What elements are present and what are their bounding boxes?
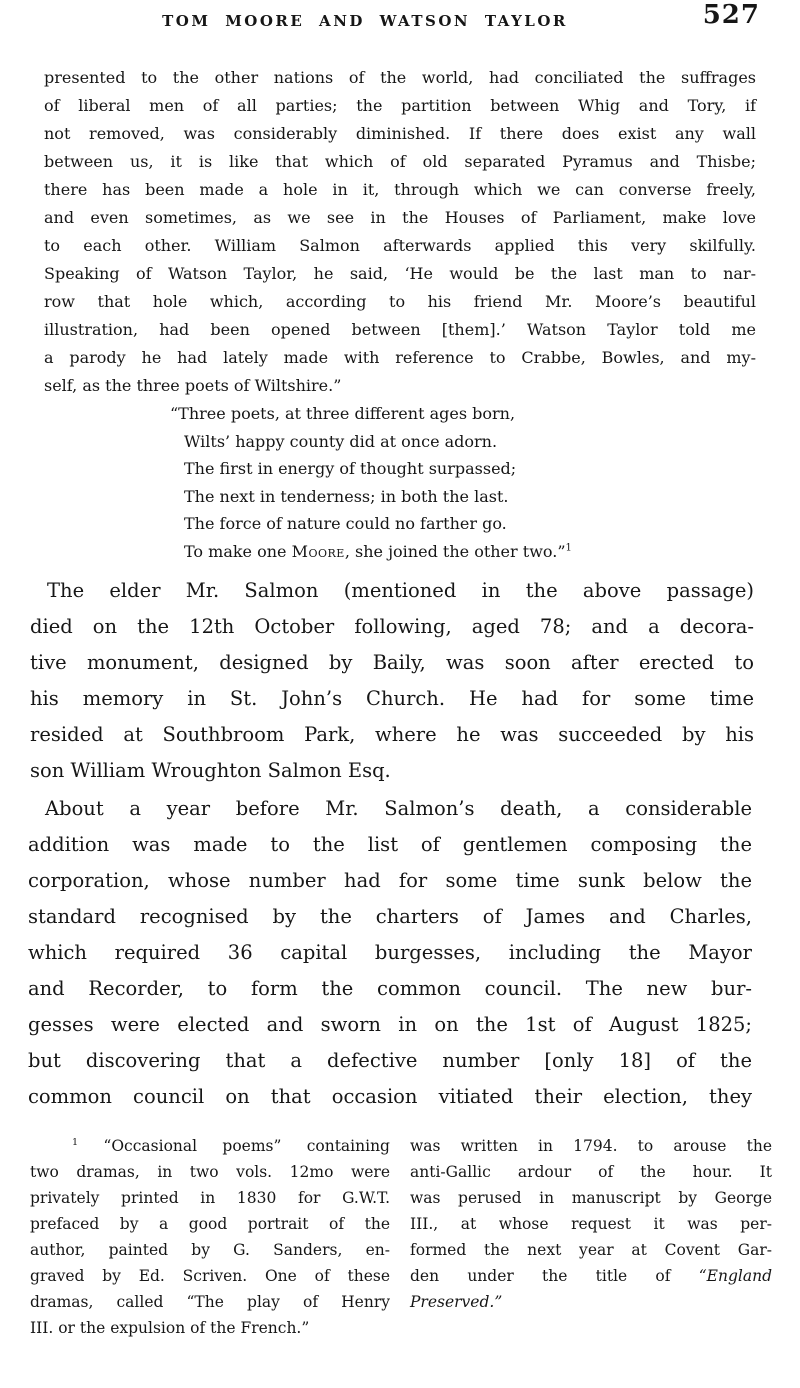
- footnote-first-line: [30, 1133, 390, 1159]
- poem-quotation: [0, 400, 800, 565]
- poem-line: The next in tenderness; in both the last.: [184, 486, 509, 506]
- footnote-line: graved by Ed. Scriven. One of these: [30, 1267, 390, 1285]
- running-header-title: TOM MOORE AND WATSON TAYLOR: [162, 12, 568, 30]
- text-line: gesses were elected and sworn in on the 1st of August 1825;: [28, 1013, 752, 1036]
- text-line: died on the 12th October following, aged 78; and a decora-: [30, 615, 754, 638]
- footnote-left-column: [30, 1133, 390, 1341]
- small-caps-name: Moore: [291, 541, 345, 561]
- footnote-marker: 1: [72, 1136, 79, 1148]
- text-line: a parody he had lately made with reference to Crabbe, Bowles, and my-: [44, 348, 756, 367]
- paragraph-1: [0, 64, 800, 400]
- text-line: self, as the three poets of Wiltshire.”: [44, 376, 342, 395]
- footnote-line: anti-Gallic ardour of the hour. It: [410, 1163, 772, 1181]
- footnote-text: “Occasional poems” containing: [103, 1137, 390, 1155]
- text-line: not removed, was considerably diminished. If there does exist any wall: [44, 124, 756, 143]
- text-line: but discovering that a defective number [only 18] of the: [28, 1049, 752, 1072]
- text-line: illustration, had been opened between [them].’ Watson Taylor told me: [44, 320, 756, 339]
- text-line: standard recognised by the charters of James and Charles,: [28, 905, 752, 928]
- text-line: tive monument, designed by Baily, was soon after erected to: [30, 651, 754, 674]
- footnote-right-column: [410, 1133, 772, 1341]
- footnote-line: was perused in manuscript by George: [410, 1189, 772, 1207]
- text-line: row that hole which, according to his friend Mr. Moore’s beautiful: [44, 292, 756, 311]
- poem-text: , she joined the other two.”: [344, 541, 566, 561]
- poem-line: The force of nature could no farther go.: [184, 514, 507, 533]
- footnote-line: [410, 1263, 772, 1289]
- page-header: [0, 0, 800, 40]
- poem-text: To make one: [184, 541, 292, 561]
- text-line: and even sometimes, as we see in the Houses of Parliament, make love: [44, 208, 756, 227]
- poem-line: The first in energy of thought surpassed;: [184, 459, 517, 478]
- text-line: between us, it is like that which of old separated Pyramus and Thisbe;: [44, 152, 756, 171]
- paragraph-3: [0, 791, 800, 1115]
- text-line: his memory in St. John’s Church. He had for some time: [30, 687, 754, 710]
- footnote-line: formed the next year at Covent Gar-: [410, 1241, 772, 1259]
- poem-line: “Three poets, at three different ages born,: [170, 404, 516, 423]
- footnote-line: two dramas, in two vols. 12mo were: [30, 1163, 390, 1181]
- text-line: to each other. William Salmon afterwards applied this very skilfully.: [44, 236, 756, 255]
- text-line: The elder Mr. Salmon (mentioned in the above passage): [47, 579, 754, 602]
- text-line: which required 36 capital burgesses, including the Mayor: [28, 941, 752, 964]
- text-line: resided at Southbroom Park, where he was succeeded by his: [30, 723, 754, 746]
- footnote-line: prefaced by a good portrait of the: [30, 1215, 390, 1233]
- footnote-line: was written in 1794. to arouse the: [410, 1137, 772, 1155]
- book-title-italic: Preserved.”: [410, 1293, 503, 1311]
- poem-last-line: [184, 538, 800, 566]
- footnote-line: author, painted by G. Sanders, en-: [30, 1241, 390, 1259]
- footnote-line: III., at whose request it was per-: [410, 1215, 772, 1233]
- footnote-reference: 1: [565, 542, 572, 554]
- text-line: presented to the other nations of the world, had conciliated the suffrages: [44, 68, 756, 87]
- page-number: 527: [702, 0, 760, 30]
- text-line: son William Wroughton Salmon Esq.: [30, 759, 391, 782]
- text-line: Speaking of Watson Taylor, he said, ‘He would be the last man to nar-: [44, 264, 756, 283]
- footnote-text: den under the title of: [410, 1267, 699, 1285]
- footnote-line: privately printed in 1830 for G.W.T.: [30, 1189, 390, 1207]
- text-line: and Recorder, to form the common council. The new bur-: [28, 977, 752, 1000]
- poem-line: Wilts’ happy county did at once adorn.: [184, 431, 498, 451]
- footnote-line: dramas, called “The play of Henry: [30, 1293, 390, 1311]
- paragraph-2: [0, 573, 800, 789]
- text-line: there has been made a hole in it, through which we can converse freely,: [44, 180, 756, 199]
- book-title-italic: “England: [698, 1267, 772, 1285]
- footnotes-section: [0, 1133, 800, 1341]
- footnote-line: III. or the expulsion of the French.”: [30, 1319, 310, 1337]
- text-line: common council on that occasion vitiated their election, they: [28, 1085, 752, 1108]
- text-line: addition was made to the list of gentlemen composing the: [28, 833, 752, 856]
- text-line: of liberal men of all parties; the partition between Whig and Tory, if: [44, 96, 756, 115]
- text-line: corporation, whose number had for some time sunk below the: [28, 869, 752, 892]
- text-line: About a year before Mr. Salmon’s death, a considerable: [45, 797, 752, 820]
